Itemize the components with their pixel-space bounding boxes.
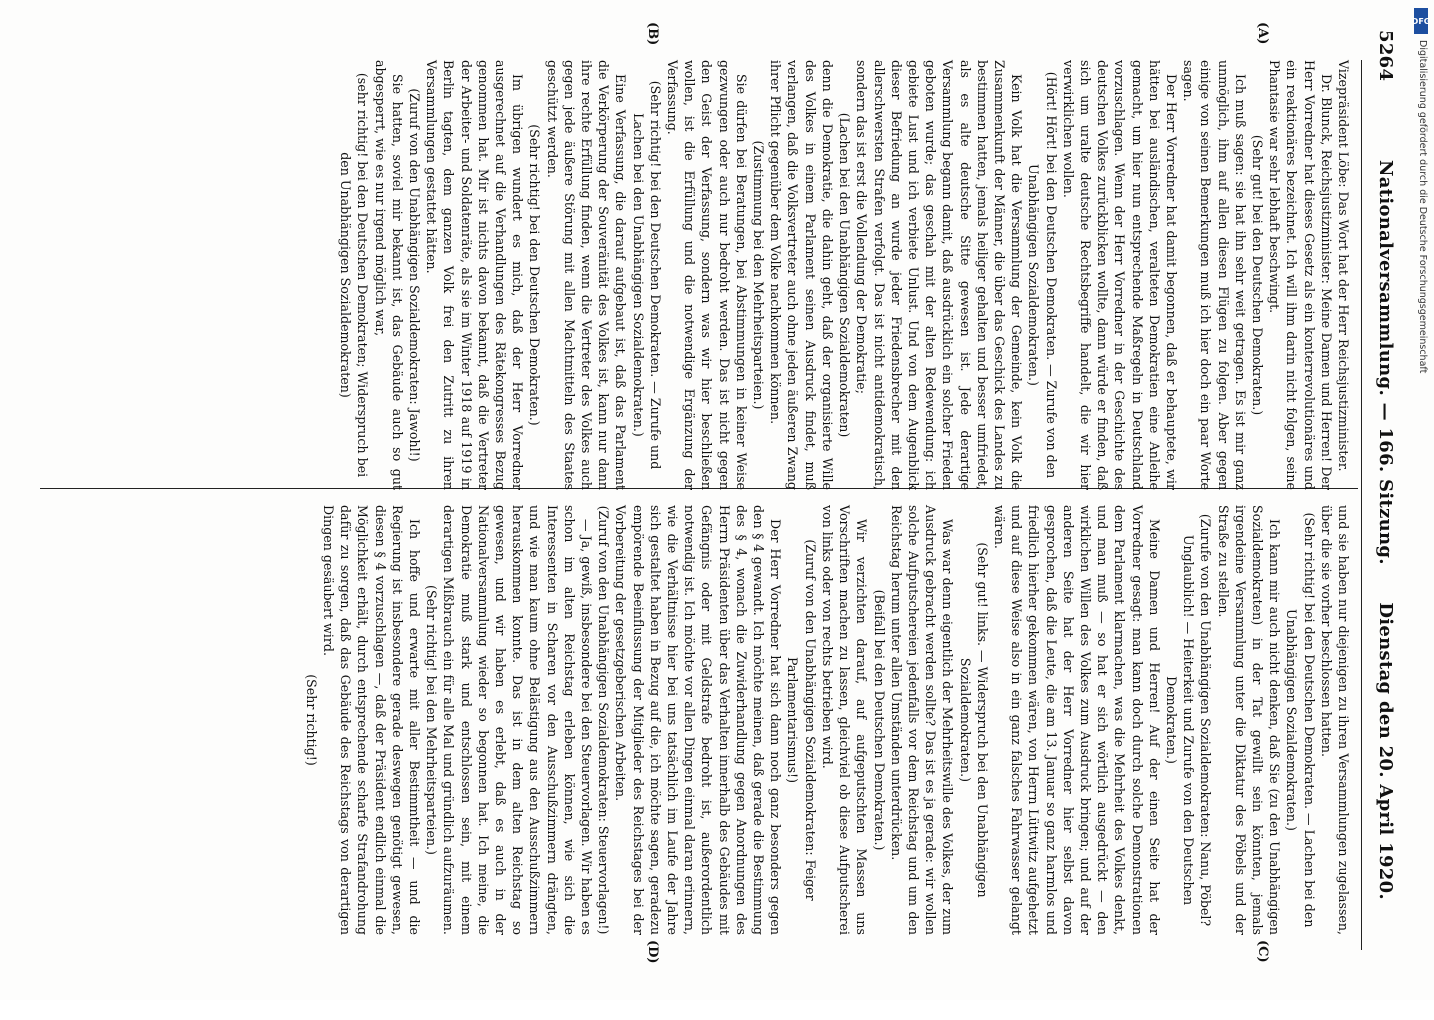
paragraph: Ich muß sagen: sie hat ihn sehr weit getragen. Es ist mir ganz unmöglich, ihm auf allen diesen Flügen zu folgen. Aber gegen einige von seinen Bemerkungen muß ich hier doch ein paar Worte sagen. (1181, 60, 1248, 490)
interjection: (Sehr richtig! bei den Deutschen Demokraten. — Zurufe und Lachen bei den Unabhängigen Sozialdemokraten.) (630, 80, 663, 470)
margin-marker-a: (A) (1255, 22, 1270, 45)
right-column (303, 505, 1352, 935)
session-title: Nationalversammlung. — 166. Sitzung. (1375, 160, 1396, 565)
interjection: (Sehr gut! links. — Widerspruch bei den Unabhängigen Sozialdemokraten.) (957, 542, 990, 898)
paragraph: Wir verzichten darauf, auf aufgeputschten Massen uns Vorschriften machen zu lassen, gleichviel ob diese Aufputscherei von links oder von rechts betrieben wird. (819, 505, 870, 935)
session-date: Dienstag den 20. April 1920. (1375, 602, 1396, 900)
margin-marker-c: (C) (1255, 940, 1270, 963)
digitization-credit (1414, 40, 1428, 1020)
paragraph: — Ja, gewiß, insbesondere bei den Steuervorlagen. Wir haben es schon im alten Reichstag erleben können, wie sich die Interessenten in Scharen vor den Ausschußzimmern drängten, und wie man kaum ohne Belästigung aus den Ausschußzimmern herauskommen konnte. Das ist in dem alten Reichstag so gewesen, und wir haben es erlebt, daß es auch in der Nationalversammlung wieder so begonnen hat. Ich meine, die Demokratie muß stark und entschlossen sein, mit einem derartigen Mißbrauch ein für alle Mal und gründlich aufzuräumen. (441, 505, 595, 935)
paragraph: Kein Volk hat die Versammlung der Gemeinde, kein Volk die Zusammenkunft der Männer, die über das Geschick des Landes zu bestimmen hatten, jemals heiliger gehalten und besser umfriedet, als es alte deutsche Sitte gewesen ist. Jede derartige Versammlung begann damit, daß ausdrücklich ein solcher Frieden geboten wurde; das geschah mit der alten Redewendung: ich gebiete Lust und ich verbiete Unlust. Und von dem Augenblick dieser Befriedung an wurde jeder Friedensbrecher mit den allerschwersten Strafen verfolgt. Das ist nicht antidemokratisch, sondern das ist erst die Vollendung der Demokratie; (854, 60, 1025, 490)
paragraph: Der Herr Vorredner hat damit begonnen, daß er behauptete, wir hätten bei ausländischen, veralteten Demokratien eine Anleihe gemacht, um hier nun entsprechende Maßregeln in Deutschland vorzuschlagen. Wenn der Herr Vorredner in der Geschichte des deutschen Volkes zurückblicken wollte, dann würde er finden, daß sich um uralte deutsche Rechtsbegriffe handelt, die wir hier verwirklichen wollen. (1060, 60, 1179, 490)
margin-marker-b: (B) (645, 22, 660, 46)
interjection: (Zuruf von den Unabhängigen Sozialdemokraten: Steuervorlagen!) (596, 505, 612, 935)
credit-text: Digitalisierung gefördert durch die Deutsche Forschungsgemeinschaft (1417, 40, 1428, 374)
interjection: (Beifall bei den Deutschen Demokraten.) (871, 589, 887, 851)
interjection: (Sehr richtig! bei den Mehrheitsparteien.) (424, 585, 440, 855)
paragraph: Eine Verfassung, die darauf aufgebaut ist, daß das Parlament die Verkörperung der Souveränität des Volkes ist, kann nur dann ihre rechte Erfüllung finden, wenn die Vertreter des Volkes auch gegen jede äußere Störung mit allen Machtmitteln des Staates geschützt werden. (544, 60, 629, 490)
paragraph: Dr. Blunck, Reichsjustizminister: Meine Damen und Herren! Der Herr Vorredner hat dieses Gesetz als ein konterrevolutionäres und ein reaktionäres bezeichnet. Ich will ihm darin nicht folgen, seine Phantasie war sehr lebhaft beschwingt. (1267, 60, 1334, 490)
paragraph: Der Herr Vorredner hat sich dann noch ganz besonders gegen den § 4 gewandt. Ich möchte meinen, daß gerade die Bestimmung des § 4, wonach die Zuwiderhandlung gegen Anordnungen des Herrn Präsidenten über das Verhalten innerhalb des Gebäudes mit Gefängnis oder mit Geldstrafe bedroht ist, außerordentlich notwendig ist. Ich möchte vor allen Dingen einmal daran erinnern, wie die Verhältnisse hier bei uns tatsächlich im Laufe der Jahre sich gestaltet haben in Bezug auf die, ich möchte sagen, geradezu empörende Beeinflussung der Mitglieder des Reichstages bei der Vorbereitung der gesetzgeberischen Arbeiten. (613, 505, 784, 935)
interjection: (Zustimmung bei den Mehrheitsparteien.) (751, 140, 767, 410)
interjection: (Zurufe von den Unabhängigen Sozialdemokraten: Nanu, Pöbel? Unglaublich! — Heiterkeit und Zurufe von den Deutschen Demokraten.) (1163, 513, 1214, 927)
left-column (337, 60, 1352, 490)
paragraph: Ich kann mir auch nicht denken, daß Sie (zu den Unabhängigen Sozialdemokraten) in der Tat gewillt sein könnten, jemals irgendeine Versammlung unter die Diktatur des Pöbels und der Straße zu stellen. (1215, 505, 1283, 935)
interjection: (Lachen bei den Unabhängigen Sozialdemokraten) (837, 112, 853, 438)
margin-marker-d: (D) (645, 940, 660, 964)
interjection: (Sehr richtig!) (303, 674, 319, 766)
paragraph: Sie dürfen bei Beratungen, bei Abstimmungen in keiner Weise gezwungen oder auch nur bedroht werden. Das ist nicht gegen den Geist der Verfassung, sondern was wir hier beschließen wollen, ist die Erfüllung und die notwendige Ergänzung der Verfassung. (665, 60, 749, 490)
interjection: (Hört! Hört! bei den Deutschen Demokraten. — Zurufe von den Unabhängigen Sozialdemokraten.) (1026, 71, 1059, 479)
printed-page (20, 0, 1400, 980)
page-number: 5264 (1375, 30, 1396, 82)
running-header (1366, 30, 1396, 960)
paragraph: Vizepräsident Löbe: Das Wort hat der Herr Reichsjustizminister. (1336, 60, 1351, 472)
interjection: (Zuruf von den Unabhängigen Sozialdemokraten: Feiger Parlamentarismus!) (785, 539, 818, 901)
header-rule (1361, 60, 1362, 950)
interjection: (Zuruf von den Unabhängigen Sozialdemokraten: Jawohl!) (407, 88, 423, 462)
interjection: (sehr richtig! bei den Deutschen Demokraten; Widerspruch bei den Unabhängigen Sozialdemokraten) (338, 72, 371, 478)
dfg-logo-icon: DFG (1414, 8, 1428, 34)
interjection: (Sehr gut! bei den Deutschen Demokraten.) (1249, 134, 1265, 416)
interjection: (Sehr richtig! bei den Deutschen Demokraten. — Lachen bei den Unabhängigen Sozialdemokraten.) (1284, 512, 1317, 928)
paragraph: Meine Damen und Herren! Auf der einen Seite hat der Vorredner gesagt: man kann doch durch solche Demonstrationen dem Parlament klarmachen, was die Mehrheit des Volkes denkt, und man muß — so hat er sich wörtlich ausgedrückt — den wirklichen Willen des Volkes zum Ausdruck bringen; und auf der anderen Seite hat der Herr Vorredner hier selbst davon gesprochen, daß die Leute, die am 13. Januar so ganz harmlos und friedlich hierher gekommen wären, von Herrn Lüttwitz aufgehetzt und auf diese Weise also in ein ganz falsches Fahrwasser gelangt wären. (991, 505, 1162, 935)
paragraph: Sie hatten, soviel mir bekannt ist, das Gebäude auch so gut abgesperrt, wie es nur irgend möglich war, (372, 60, 405, 490)
paragraph: Ich hoffe und erwarte mit aller Bestimmtheit — und die Regierung ist insbesondere gerade deswegen genötigt gewesen, diesen § 4 vorzuschlagen —, daß der Präsident endlich einmal die Möglichkeit erhält, durch entsprechende scharfe Strafandrohung dafür zu sorgen, daß das Gebäude des Reichstags von derartigen Dingen gesäubert wird. (321, 505, 423, 935)
interjection: (Sehr richtig! bei den Deutschen Demokraten.) (527, 124, 543, 426)
paragraph: Im übrigen wundert es mich, daß der Herr Vorredner ausgerechnet auf die Verhandlungen des Rätekongresses Bezug genommen hat. Mir ist nichts davon bekannt, daß die Vertreter der Arbeiter- und Soldatenräte, als sie im Winter 1918 auf 1919 in Berlin tagten, dem ganzen Volk frei den Zutritt zu ihren Versammlungen gestattet hätten. (424, 60, 526, 490)
paragraph: denn die Demokratie, die dahin geht, daß der organisierte Wille des Volkes in einem Parlament seinen Ausdruck findet, muß verlangen, daß die Volksvertreter auch ohne jeden äußeren Zwang ihrer Pflicht gegenüber dem Volke nachkommen können. (768, 60, 835, 490)
paragraph: und sie haben nur diejenigen zu ihren Versammlungen zugelassen, über die sie vorher beschlossen hatten. (1318, 505, 1351, 935)
paragraph: Was war denn eigentlich der Mehrheitswille des Volkes, der zum Ausdruck gebracht werden sollte? Das ist es ja gerade: wir wollen solche Aufputschereien jedenfalls vor dem Reichstag und um den Reichstag herum unter allen Umständen unterdrücken. (888, 505, 956, 935)
